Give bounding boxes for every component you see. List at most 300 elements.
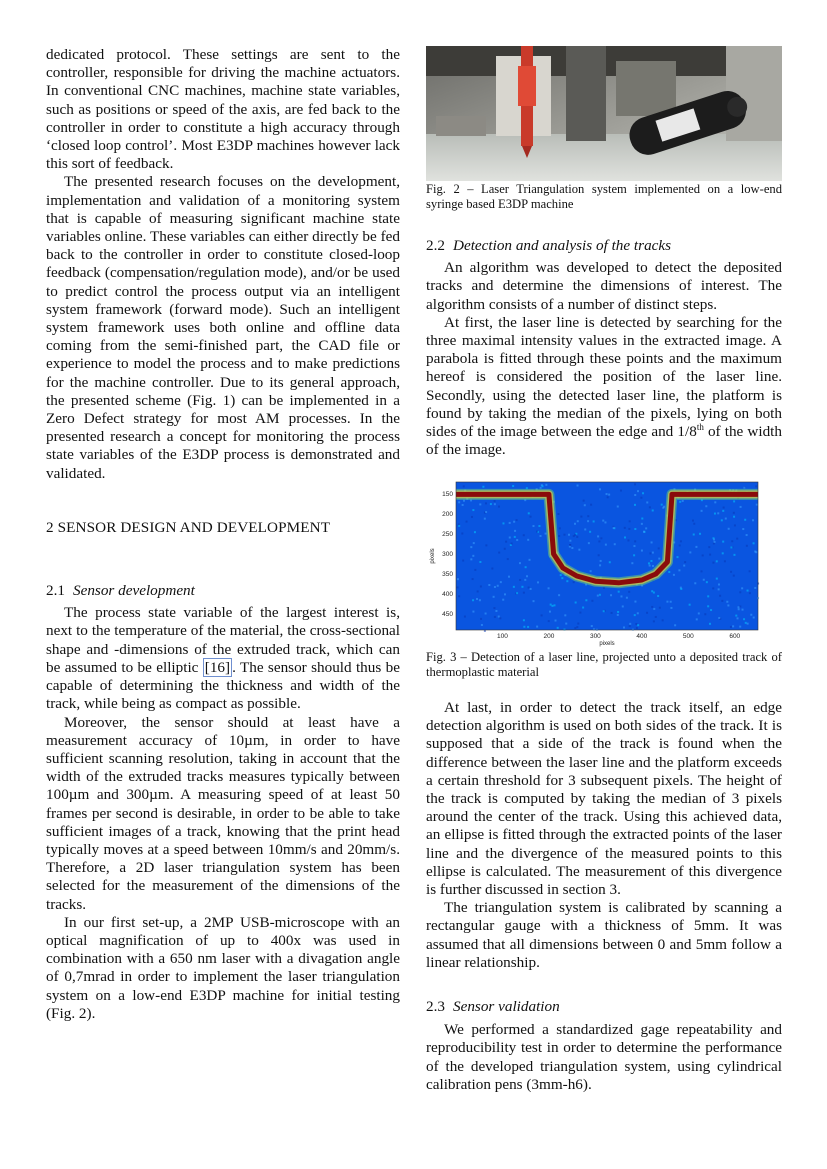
speckle xyxy=(739,605,741,607)
speckle xyxy=(728,528,730,530)
speckle xyxy=(513,586,515,588)
speckle xyxy=(502,599,504,601)
speckle xyxy=(634,614,636,616)
speckle xyxy=(721,519,723,521)
speckle xyxy=(523,534,525,536)
speckle xyxy=(626,597,628,599)
speckle xyxy=(540,535,542,537)
speckle xyxy=(577,520,579,522)
speckle xyxy=(462,560,464,562)
speckle xyxy=(550,604,552,606)
speckle xyxy=(498,506,500,508)
paragraph-text: The process state variable of the largest interest is, next to the temperature of the material, the cross-sectional shape and -dimensions of the extruded track, which can be assumed to be elliptic xyxy=(46,604,400,676)
speckle xyxy=(668,571,670,573)
speckle xyxy=(479,561,481,563)
speckle xyxy=(714,501,716,503)
speckle xyxy=(701,510,703,512)
speckle xyxy=(597,535,599,537)
speckle xyxy=(617,614,619,616)
speckle xyxy=(557,627,559,629)
speckle xyxy=(560,574,562,576)
speckle xyxy=(651,541,653,543)
speckle xyxy=(693,534,695,536)
paragraph xyxy=(426,314,782,460)
speckle xyxy=(614,543,616,545)
speckle xyxy=(603,610,605,612)
speckle xyxy=(482,486,484,488)
speckle xyxy=(695,546,697,548)
figure-2-photo xyxy=(426,46,782,181)
speckle xyxy=(591,625,593,627)
speckle xyxy=(607,496,609,498)
speckle xyxy=(752,519,754,521)
speckle xyxy=(747,623,749,625)
speckle xyxy=(710,609,712,611)
speckle xyxy=(705,505,707,507)
speckle xyxy=(516,519,518,521)
speckle xyxy=(739,626,741,628)
speckle xyxy=(722,552,724,554)
speckle xyxy=(743,618,745,620)
paragraph: In our first set-up, a 2MP USB-microscope with an optical magnification of up to 400x was used in combination with a 650 nm laser with a divagation angle of 0,7mrad in order to implement the laser triangulation system on a low-end E3DP machine for initial testing (Fig. 2). xyxy=(46,913,400,1022)
speckle xyxy=(494,586,496,588)
speckle xyxy=(653,620,655,622)
speckle xyxy=(646,612,648,614)
speckle xyxy=(723,507,725,509)
speckle xyxy=(642,492,644,494)
speckle xyxy=(472,599,474,601)
speckle xyxy=(590,504,592,506)
speckle xyxy=(716,560,718,562)
left-column xyxy=(46,46,400,1023)
speckle xyxy=(716,578,718,580)
speckle xyxy=(680,588,682,590)
speckle xyxy=(628,591,630,593)
speckle xyxy=(519,562,521,564)
speckle xyxy=(628,528,630,530)
speckle xyxy=(629,520,631,522)
figure-3-caption: Fig. 3 – Detection of a laser line, projected unto a deposited track of thermoplastic material xyxy=(426,650,782,679)
speckle xyxy=(573,581,575,583)
speckle xyxy=(521,586,523,588)
right-column-top xyxy=(426,182,782,459)
speckle xyxy=(574,534,576,536)
speckle xyxy=(749,570,751,572)
speckle xyxy=(472,509,474,511)
speckle xyxy=(529,559,531,561)
superscript: th xyxy=(696,421,704,432)
speckle xyxy=(508,576,510,578)
speckle xyxy=(684,561,686,563)
speckle xyxy=(652,565,654,567)
speckle xyxy=(504,593,506,595)
speckle xyxy=(655,616,657,618)
figure-3-chart xyxy=(426,480,782,648)
speckle xyxy=(680,540,682,542)
speckle xyxy=(643,531,645,533)
speckle xyxy=(738,608,740,610)
speckle xyxy=(481,624,483,626)
speckle xyxy=(576,536,578,538)
speckle xyxy=(717,512,719,514)
subsection-heading xyxy=(46,582,400,600)
speckle xyxy=(463,500,465,502)
speckle xyxy=(683,565,685,567)
speckle xyxy=(488,584,490,586)
speckle xyxy=(523,619,525,621)
speckle xyxy=(636,627,638,629)
speckle xyxy=(658,558,660,560)
y-tick-label: 150 xyxy=(442,491,453,498)
subsection-heading xyxy=(426,998,782,1016)
speckle xyxy=(733,500,735,502)
speckle xyxy=(753,542,755,544)
speckle xyxy=(474,531,476,533)
speckle xyxy=(479,503,481,505)
speckle xyxy=(516,592,518,594)
paragraph: At last, in order to detect the track itself, an edge detection algorithm is used on both sides of the track. It is supposed that a side of the track is found when the difference between the laser line and the platform exceeds a certain threshold for 3 subsequent pixels. The height of the track is computed by taking the median of 3 pixels around the center of the track. Using this achieved data, an ellipse is fitted through the extracted points of the laser line and the divergence of the measured points to this ellipse is calculated. The measurement of this divergence is further discussed in section 3. xyxy=(426,699,782,899)
speckle xyxy=(646,501,648,503)
speckle xyxy=(540,487,542,489)
laser-line-heatmap xyxy=(426,480,782,648)
paragraph: The presented research focuses on the development, implementation and validation of a monitoring system that is capable of measuring significant machine state variables online. These variables can either directly be fed back to the controller in order to constitute closed-loop feedback (compensation/regulation mode), and/or be used to predict control the process output via an intelligent system framework (forward mode). Such an intelligent system framework uses both online and offline data coming from the semi-finished part, the CAD file or experience to model the process and to make predictions for the machine controller. Due to its general approach, the presented scheme (Fig. 1) can be implemented in a Zero Defect strategy for most AM processes. In the presented research a concept for monitoring the process state variables of the E3DP process is demonstrated and validated. xyxy=(46,173,400,482)
y-tick-label: 200 xyxy=(442,511,453,518)
speckle xyxy=(472,578,474,580)
speckle xyxy=(597,595,599,597)
paragraph: We performed a standardized gage repeatability and reproducibility test in order to determine the performance of the developed triangulation system, using cylindrical calibration pens (3mm-h6). xyxy=(426,1021,782,1093)
speckle xyxy=(485,502,487,504)
paragraph-text: At first, the laser line is detected by searching for the three maximal intensity values in the extracted image. A parabola is fitted through these points and the maximum hereof is considered the position of the laser line. Secondly, using the detected laser line, the platform is found by taking the median of the pixels, lying on both sides of the image between the edge and 1/8 xyxy=(426,313,782,441)
speckle xyxy=(707,595,709,597)
speckle xyxy=(504,548,506,550)
speckle xyxy=(689,551,691,553)
x-axis-label: pixels xyxy=(599,641,615,647)
speckle xyxy=(484,518,486,520)
y-tick-label: 300 xyxy=(442,551,453,558)
speckle xyxy=(735,615,737,617)
y-tick-label: 350 xyxy=(442,571,453,578)
speckle xyxy=(651,606,653,608)
speckle xyxy=(574,523,576,525)
speckle xyxy=(733,512,735,514)
subsection-number: 2.3 xyxy=(426,998,445,1016)
speckle xyxy=(555,620,557,622)
speckle xyxy=(523,626,525,628)
speckle xyxy=(652,552,654,554)
speckle xyxy=(730,546,732,548)
x-tick-label: 100 xyxy=(497,633,508,640)
x-tick-label: 600 xyxy=(729,633,741,640)
speckle xyxy=(731,540,733,542)
speckle xyxy=(530,516,532,518)
speckle xyxy=(629,623,631,625)
speckle xyxy=(532,525,534,527)
paragraph: dedicated protocol. These settings are sent to the controller, responsible for driving the machine actuators. In conventional CNC machines, machine state variables, such as positions or speed of the axis, are fed back to the controller in order to constitute a high accuracy through ‘closed loop control’. Most E3DP machines however lack this sort of feedback. xyxy=(46,46,400,173)
speckle xyxy=(676,556,678,558)
speckle xyxy=(569,544,571,546)
speckle xyxy=(632,629,634,631)
speckle xyxy=(471,516,473,518)
speckle xyxy=(593,520,595,522)
speckle xyxy=(565,623,567,625)
speckle xyxy=(473,542,475,544)
speckle xyxy=(533,600,535,602)
speckle xyxy=(657,595,659,597)
speckle xyxy=(714,541,716,543)
speckle xyxy=(463,485,465,487)
speckle xyxy=(634,528,636,530)
speckle xyxy=(495,610,497,612)
speckle xyxy=(577,623,579,625)
speckle xyxy=(528,587,530,589)
section-heading: 2 SENSOR DESIGN AND DEVELOPMENT xyxy=(46,518,331,536)
speckle xyxy=(563,534,565,536)
speckle xyxy=(590,570,592,572)
speckle xyxy=(651,590,653,592)
speckle xyxy=(692,520,694,522)
paragraph-text: . The sensor should thus be capable of determining the thickness and width of the track, while being as compact as possible. xyxy=(46,658,400,713)
speckle xyxy=(485,613,487,615)
speckle xyxy=(605,544,607,546)
speckle xyxy=(618,591,620,593)
subsection-heading xyxy=(426,237,782,255)
speckle xyxy=(610,594,612,596)
speckle xyxy=(536,626,538,628)
speckle xyxy=(737,617,739,619)
speckle xyxy=(701,570,703,572)
speckle xyxy=(649,552,651,554)
speckle xyxy=(706,581,708,583)
speckle xyxy=(583,500,585,502)
paragraph: Moreover, the sensor should at least have a measurement accuracy of 10µm, in order to have sufficient scanning resolution, taking in account that the width of the extruded tracks measures typically between 100µm and 300µm. A measuring speed of at least 50 frames per second is desirable, in order to be able to take sufficient images of a track, knowing that the print head typically moves at a speed between 10mm/s and 20mm/s. Therefore, a 2D laser triangulation system has been selected for the measurement of the dimensions of the tracks. xyxy=(46,713,400,913)
plot-background xyxy=(456,482,758,630)
speckle xyxy=(663,506,665,508)
speckle xyxy=(461,532,463,534)
speckle xyxy=(458,501,460,503)
speckle xyxy=(727,604,729,606)
speckle xyxy=(634,494,636,496)
speckle xyxy=(576,626,578,628)
speckle xyxy=(749,592,751,594)
speckle xyxy=(637,624,639,626)
speckle xyxy=(649,565,651,567)
speckle xyxy=(693,523,695,525)
speckle xyxy=(708,546,710,548)
speckle xyxy=(480,585,482,587)
speckle xyxy=(658,547,660,549)
speckle xyxy=(754,587,756,589)
speckle xyxy=(725,518,727,520)
speckle xyxy=(645,527,647,529)
speckle xyxy=(753,617,755,619)
speckle xyxy=(580,516,582,518)
speckle xyxy=(584,528,586,530)
speckle xyxy=(587,515,589,517)
speckle xyxy=(509,522,511,524)
speckle xyxy=(497,585,499,587)
paragraph xyxy=(46,604,400,713)
speckle xyxy=(747,590,749,592)
speckle xyxy=(744,519,746,521)
speckle xyxy=(569,540,571,542)
speckle xyxy=(707,605,709,607)
speckle xyxy=(551,605,553,607)
speckle xyxy=(514,530,516,532)
speckle xyxy=(537,581,539,583)
paragraph: The triangulation system is calibrated by scanning a rectangular gauge with a thickness of 5mm. It was assumed that all dimensions between 0 and 5mm follow a linear relationship. xyxy=(426,899,782,971)
speckle xyxy=(662,619,664,621)
speckle xyxy=(493,596,495,598)
speckle xyxy=(634,483,636,485)
speckle xyxy=(635,623,637,625)
speckle xyxy=(598,554,600,556)
speckle xyxy=(500,581,502,583)
speckle xyxy=(548,587,550,589)
subsection-title: Detection and analysis of the tracks xyxy=(452,237,672,254)
speckle xyxy=(694,582,696,584)
speckle xyxy=(722,510,724,512)
speckle xyxy=(600,537,602,539)
speckle xyxy=(523,592,525,594)
speckle xyxy=(702,554,704,556)
subsection-title: Sensor validation xyxy=(452,998,560,1016)
speckle xyxy=(661,504,663,506)
speckle xyxy=(733,575,735,577)
speckle xyxy=(485,511,487,513)
speckle xyxy=(624,536,626,538)
y-tick-label: 450 xyxy=(442,611,453,618)
speckle xyxy=(559,527,561,529)
speckle xyxy=(591,600,593,602)
citation-link[interactable]: [16] xyxy=(204,658,231,676)
speckle xyxy=(653,608,655,610)
speckle xyxy=(527,539,529,541)
speckle xyxy=(494,503,496,505)
speckle xyxy=(490,503,492,505)
speckle xyxy=(709,554,711,556)
speckle xyxy=(480,618,482,620)
speckle xyxy=(652,509,654,511)
speckle xyxy=(545,484,547,486)
speckle xyxy=(617,506,619,508)
speckle xyxy=(589,531,591,533)
speckle xyxy=(584,504,586,506)
speckle xyxy=(558,535,560,537)
speckle xyxy=(721,600,723,602)
speckle xyxy=(606,493,608,495)
speckle xyxy=(548,620,550,622)
speckle xyxy=(718,583,720,585)
speckle xyxy=(470,558,472,560)
speckle xyxy=(743,487,745,489)
speckle xyxy=(674,624,676,626)
speckle xyxy=(698,612,700,614)
speckle xyxy=(641,550,643,552)
speckle xyxy=(578,549,580,551)
speckle xyxy=(588,542,590,544)
speckle xyxy=(659,607,661,609)
speckle xyxy=(640,497,642,499)
speckle xyxy=(571,547,573,549)
speckle xyxy=(513,521,515,523)
speckle xyxy=(575,601,577,603)
speckle xyxy=(477,590,479,592)
speckle xyxy=(542,485,544,487)
speckle xyxy=(714,513,716,515)
speckle xyxy=(462,504,464,506)
speckle xyxy=(703,579,705,581)
speckle xyxy=(634,601,636,603)
x-tick-label: 300 xyxy=(589,633,601,640)
speckle xyxy=(553,604,555,606)
speckle xyxy=(704,613,706,615)
speckle xyxy=(561,577,563,579)
speckle xyxy=(511,543,513,545)
speckle xyxy=(634,504,636,506)
x-tick-label: 400 xyxy=(636,633,648,640)
speckle xyxy=(754,551,756,553)
speckle xyxy=(466,521,468,523)
speckle xyxy=(750,614,752,616)
speckle xyxy=(737,606,739,608)
speckle xyxy=(494,500,496,502)
speckle xyxy=(756,504,758,506)
speckle xyxy=(722,541,724,543)
subsection-title: Sensor development xyxy=(72,582,195,600)
speckle xyxy=(670,601,672,603)
speckle xyxy=(637,490,639,492)
speckle xyxy=(507,558,509,560)
speckle xyxy=(732,625,734,627)
speckle xyxy=(491,567,493,569)
speckle xyxy=(528,512,530,514)
speckle xyxy=(608,494,610,496)
speckle xyxy=(726,601,728,603)
speckle xyxy=(457,578,459,580)
speckle xyxy=(574,627,576,629)
speckle xyxy=(755,485,757,487)
speckle xyxy=(472,611,474,613)
speckle xyxy=(509,537,511,539)
speckle xyxy=(598,540,600,542)
speckle xyxy=(577,485,579,487)
speckle xyxy=(637,612,639,614)
speckle xyxy=(587,520,589,522)
speckle xyxy=(689,604,691,606)
speckle xyxy=(457,586,459,588)
speckle xyxy=(516,539,518,541)
speckle xyxy=(712,562,714,564)
speckle xyxy=(502,522,504,524)
speckle xyxy=(474,569,476,571)
subsection-number: 2.2 xyxy=(426,237,445,254)
speckle xyxy=(648,562,650,564)
speckle xyxy=(620,595,622,597)
speckle xyxy=(736,538,738,540)
speckle xyxy=(741,587,743,589)
speckle xyxy=(712,587,714,589)
speckle xyxy=(602,520,604,522)
speckle xyxy=(682,500,684,502)
x-tick-label: 500 xyxy=(682,633,694,640)
speckle xyxy=(599,594,601,596)
speckle xyxy=(582,607,584,609)
y-axis-label: pixels xyxy=(430,548,436,564)
speckle xyxy=(485,544,487,546)
speckle xyxy=(514,536,516,538)
speckle xyxy=(739,591,741,593)
speckle xyxy=(620,490,622,492)
